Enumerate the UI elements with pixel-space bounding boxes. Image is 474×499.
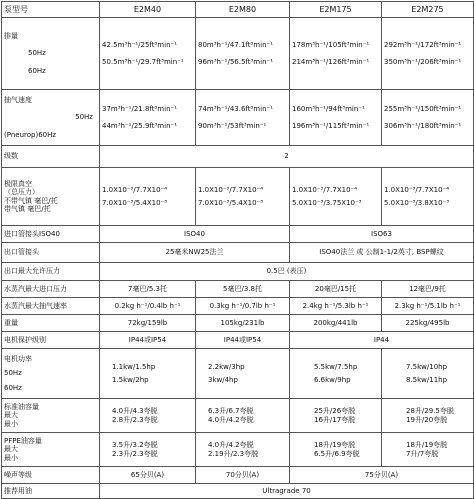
row-recommended-oil	[2, 484, 474, 499]
cell-noise-large: 75分贝(A)	[290, 467, 474, 484]
cell-weight-e2m175: 200kg/441lb	[290, 315, 382, 332]
cell-weight-e2m40: 72kg/159lb	[100, 315, 196, 332]
value-inlet-large: ISO63	[290, 226, 474, 243]
cell-vacuum-e2m40: 1.0X10⁻³/7.7X10⁻⁴ 7.0X10⁻³/5.4X10⁻³	[100, 168, 196, 226]
cell-water-rate-e2m175: 2.4kg h⁻¹/5.3lb h⁻¹	[290, 298, 382, 315]
header-e2m80: E2M80	[196, 2, 290, 18]
label-motor-power: 电机功率 50Hz 60Hz	[2, 349, 100, 399]
cell-displacement-e2m275: 292m³h⁻¹/172ft³min⁻¹ 350m³h⁻¹/206ft³min⁻¹	[382, 18, 474, 90]
label-oil-capacity: 标准油容量 最大 最小	[2, 399, 100, 433]
value-inlet-small: ISO40	[100, 226, 290, 243]
header-e2m40: E2M40	[100, 2, 196, 18]
header-pump-model: 泵型号	[2, 2, 100, 18]
cell-protection-e2m40: IP44或IP54	[100, 332, 196, 349]
cell-vacuum-e2m275: 1.0X10⁻³/7.7X10⁻⁴ 5.0X10⁻³/3.8X10⁻³	[382, 168, 474, 226]
cell-water-inlet-e2m80: 5毫巴/3.8托	[196, 281, 290, 298]
row-oil-capacity	[2, 399, 474, 433]
cell-pfpe-e2m275: 18升/19夸脱 7升/7夸脱	[382, 433, 474, 467]
value-outlet-small: 25毫米NW25法兰	[100, 243, 290, 263]
header-e2m275: E2M275	[382, 2, 474, 18]
cell-power-e2m40: 1.1kw/1.5hp 1.5kw/2hp	[100, 349, 196, 399]
cell-displacement-e2m80: 80m³h⁻¹/47.1ft³min⁻¹ 96m³h⁻¹/56.5ft³min⁻¹	[196, 18, 290, 90]
spec-table	[1, 1, 474, 499]
cell-speed-e2m80: 74m³h⁻¹/43.6ft³min⁻¹ 90m³h⁻¹/53ft³min⁻¹	[196, 90, 290, 146]
row-pfpe-capacity	[2, 433, 474, 467]
row-noise	[2, 467, 474, 484]
cell-protection-e2m80: IP44或IP54	[196, 332, 290, 349]
row-max-water-inlet	[2, 281, 474, 298]
label-displacement: 排量 50Hz 60Hz	[2, 18, 100, 90]
label-ultimate-vacuum: 极限真空 （总压力） 不带气镇 毫巴/托 带气镇 毫巴/托	[2, 168, 100, 226]
value-max-outlet-pressure: 0.5巴 (表压)	[100, 263, 474, 281]
row-ultimate-vacuum	[2, 168, 474, 226]
header-e2m175: E2M175	[290, 2, 382, 18]
cell-pfpe-e2m175: 18升/19夸脱 6.5升/6.9夸脱	[290, 433, 382, 467]
label-pfpe-capacity: PFPE油容量 最大 最小	[2, 433, 100, 467]
cell-water-rate-e2m275: 2.3kg h⁻¹/5.1lb h⁻¹	[382, 298, 474, 315]
cell-speed-e2m40: 37m³h⁻¹/21.8ft³min⁻¹ 44m³h⁻¹/25.9ft³min⁻¹	[100, 90, 196, 146]
row-max-water-rate	[2, 298, 474, 315]
cell-pfpe-e2m40: 3.5升/3.2夸脱 2.3升/2.3夸脱	[100, 433, 196, 467]
label-motor-protection: 电机保护级别	[2, 332, 100, 349]
cell-weight-e2m80: 105kg/231lb	[196, 315, 290, 332]
row-stages	[2, 146, 474, 168]
cell-noise-e2m40: 65分贝(A)	[100, 467, 196, 484]
cell-speed-e2m275: 255m³h⁻¹/150ft³min⁻¹ 306m³h⁻¹/180ft³min⁻¹	[382, 90, 474, 146]
cell-displacement-e2m175: 178m³h⁻¹/105ft³min⁻¹ 214m³h⁻¹/126ft³min⁻¹	[290, 18, 382, 90]
row-max-outlet-pressure	[2, 263, 474, 281]
cell-water-inlet-e2m175: 20毫巴/15托	[290, 281, 382, 298]
cell-noise-e2m80: 70分贝(A)	[196, 467, 290, 484]
cell-oil-e2m80: 6.3升/6.7夸脱 4.0升/4.2夸脱	[196, 399, 290, 433]
label-max-outlet-pressure: 出口最大允许压力	[2, 263, 100, 281]
cell-oil-e2m175: 25升/26夸脱 16升/17夸脱	[290, 399, 382, 433]
cell-oil-e2m275: 28升/29.5夸脱 19升/20夸脱	[382, 399, 474, 433]
label-max-water-rate: 水蒸汽最大抽气速率	[2, 298, 100, 315]
cell-water-inlet-e2m275: 12毫巴/9托	[382, 281, 474, 298]
row-weight	[2, 315, 474, 332]
row-displacement	[2, 18, 474, 90]
label-noise: 噪声等级	[2, 467, 100, 484]
cell-water-rate-e2m40: 0.2kg h⁻¹/0.4lb h⁻¹	[100, 298, 196, 315]
row-outlet	[2, 243, 474, 263]
value-stages: 2	[100, 146, 474, 168]
cell-vacuum-e2m80: 1.0X10⁻³/7.7X10⁻⁴ 7.0X10⁻³/5.4X10⁻³	[196, 168, 290, 226]
row-motor-power	[2, 349, 474, 399]
cell-weight-e2m275: 225kg/495lb	[382, 315, 474, 332]
cell-pfpe-e2m80: 4.0升/4.2夸脱 2.19升/2.3夸脱	[196, 433, 290, 467]
value-outlet-large: ISO40法兰 或 公制1-1/2英寸, BSP螺纹	[290, 243, 474, 263]
cell-power-e2m275: 7.5kw/10hp 8.5kw/11hp	[382, 349, 474, 399]
cell-water-inlet-e2m40: 7毫巴/5.3托	[100, 281, 196, 298]
row-pumping-speed	[2, 90, 474, 146]
label-inlet: 进口管接头ISO40	[2, 226, 100, 243]
cell-protection-large: IP44	[290, 332, 474, 349]
cell-vacuum-e2m175: 1.0X10⁻³/7.7X10⁻⁴ 5.0X10⁻³/3.75X10⁻³	[290, 168, 382, 226]
cell-power-e2m175: 5.5kw/7.5hp 6.6kw/9hp	[290, 349, 382, 399]
header-row	[2, 2, 474, 18]
value-recommended-oil: Ultragrade 70	[100, 484, 474, 499]
label-pumping-speed: 抽气速度 50Hz (Pneurop)60Hz	[2, 90, 100, 146]
cell-power-e2m80: 2.2kw/3hp 3kw/4hp	[196, 349, 290, 399]
cell-displacement-e2m40: 42.5m³h⁻¹/25ft³min⁻¹ 50.5m³h⁻¹/29.7ft³min⁻¹	[100, 18, 196, 90]
cell-speed-e2m175: 160m³h⁻¹/94ft³min⁻¹ 196m³h⁻¹/115ft³min⁻¹	[290, 90, 382, 146]
row-inlet	[2, 226, 474, 243]
cell-water-rate-e2m80: 0.3kg h⁻¹/0.7lb h⁻¹	[196, 298, 290, 315]
row-motor-protection	[2, 332, 474, 349]
label-outlet: 出口管接头	[2, 243, 100, 263]
label-max-water-inlet: 水蒸汽最大进口压力	[2, 281, 100, 298]
label-stages: 级数	[2, 146, 100, 168]
label-weight: 重量	[2, 315, 100, 332]
cell-oil-e2m40: 4.0升/4.3夸脱 2.8升/2.3夸脱	[100, 399, 196, 433]
label-recommended-oil: 推荐用油	[2, 484, 100, 499]
